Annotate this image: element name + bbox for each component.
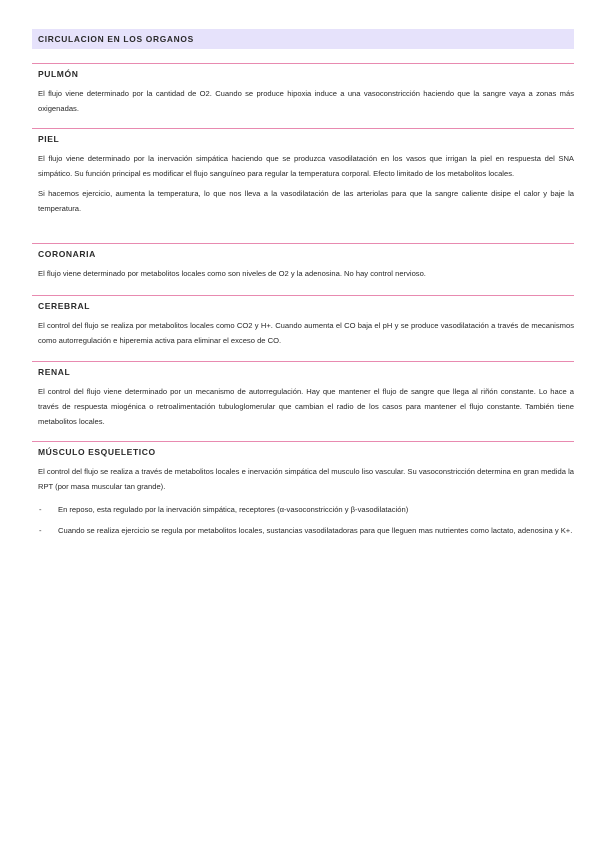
bullet-dash: - (39, 505, 42, 514)
section-divider (32, 295, 574, 296)
section-title: RENAL (38, 367, 71, 377)
section-paragraph: El control del flujo se realiza a través de metabolitos locales e inervación simpática del musculo liso vascular. Su vasoconstricción determina en gran medida la RPT (por masa muscular tan grande). (38, 467, 574, 491)
section-cerebral (32, 295, 574, 348)
document-header (32, 29, 574, 49)
section-title: PIEL (38, 134, 60, 144)
section-paragraph: El control del flujo viene determinado por un mecanismo de autorregulación. Hay que mantener el flujo de sangre que llega al riñón constante. Lo hace a través de respuesta miogénica o retroalimentación tubuloglomerular que cambian el radio de los casos para mantener el flujo constante. También tiene metabolitos locales. (38, 387, 574, 426)
section-paragraph: El flujo viene determinado por la cantidad de O2. Cuando se produce hipoxia induce a una vasoconstricción haciendo que la sangre vaya a zonas más oxigenadas. (38, 89, 574, 113)
section-divider (32, 128, 574, 129)
section-divider (32, 243, 574, 244)
section-title: CORONARIA (38, 249, 96, 259)
section-paragraph: El flujo viene determinado por la inervación simpática haciendo que se produzca vasodilatación en los vasos que irrigan la piel en respuesta del SNA simpático. Su función principal es modificar el flujo sanguíneo para regular la temperatura corporal. Efecto limitado de los metabolitos locales. (38, 154, 574, 178)
bullet-dash: - (39, 526, 42, 535)
section-title: CEREBRAL (38, 301, 91, 311)
section-divider (32, 441, 574, 442)
section-divider (32, 63, 574, 64)
list-item-text: En reposo, esta regulado por la inervación simpática, receptores (α-vasoconstricción y β-vasodilatación) (58, 505, 409, 514)
section-musculo-esqueletico (32, 441, 574, 544)
section-title: PULMÓN (38, 69, 79, 79)
section-piel (32, 128, 574, 216)
section-paragraph: Si hacemos ejercicio, aumenta la temperatura, lo que nos lleva a la vasodilatación de las arteriolas para que la sangre caliente disipe el calor y baje la temperatura. (38, 189, 574, 213)
section-coronaria (32, 243, 574, 281)
section-paragraph: El flujo viene determinado por metabolitos locales como son niveles de O2 y la adenosina. No hay control nervioso. (38, 269, 426, 278)
section-title: MÚSCULO ESQUELETICO (38, 447, 156, 457)
list-item (38, 502, 574, 517)
section-renal (32, 361, 574, 429)
section-paragraph: El control del flujo se realiza por metabolitos locales como CO2 y H+. Cuando aumenta el CO baja el pH y se produce vasodilatación a través de mecanismos como autorregulación e hiperemia activa para eliminar el exceso de CO. (38, 321, 574, 345)
list-item (38, 523, 574, 538)
list-item-text: Cuando se realiza ejercicio se regula por metabolitos locales, sustancias vasodilatadoras para que lleguen mas nutrientes como lactato, adenosina y K+. (58, 526, 573, 535)
document-title: CIRCULACION EN LOS ORGANOS (38, 34, 194, 44)
bullet-list (38, 502, 574, 538)
section-pulmon (32, 63, 574, 116)
section-divider (32, 361, 574, 362)
